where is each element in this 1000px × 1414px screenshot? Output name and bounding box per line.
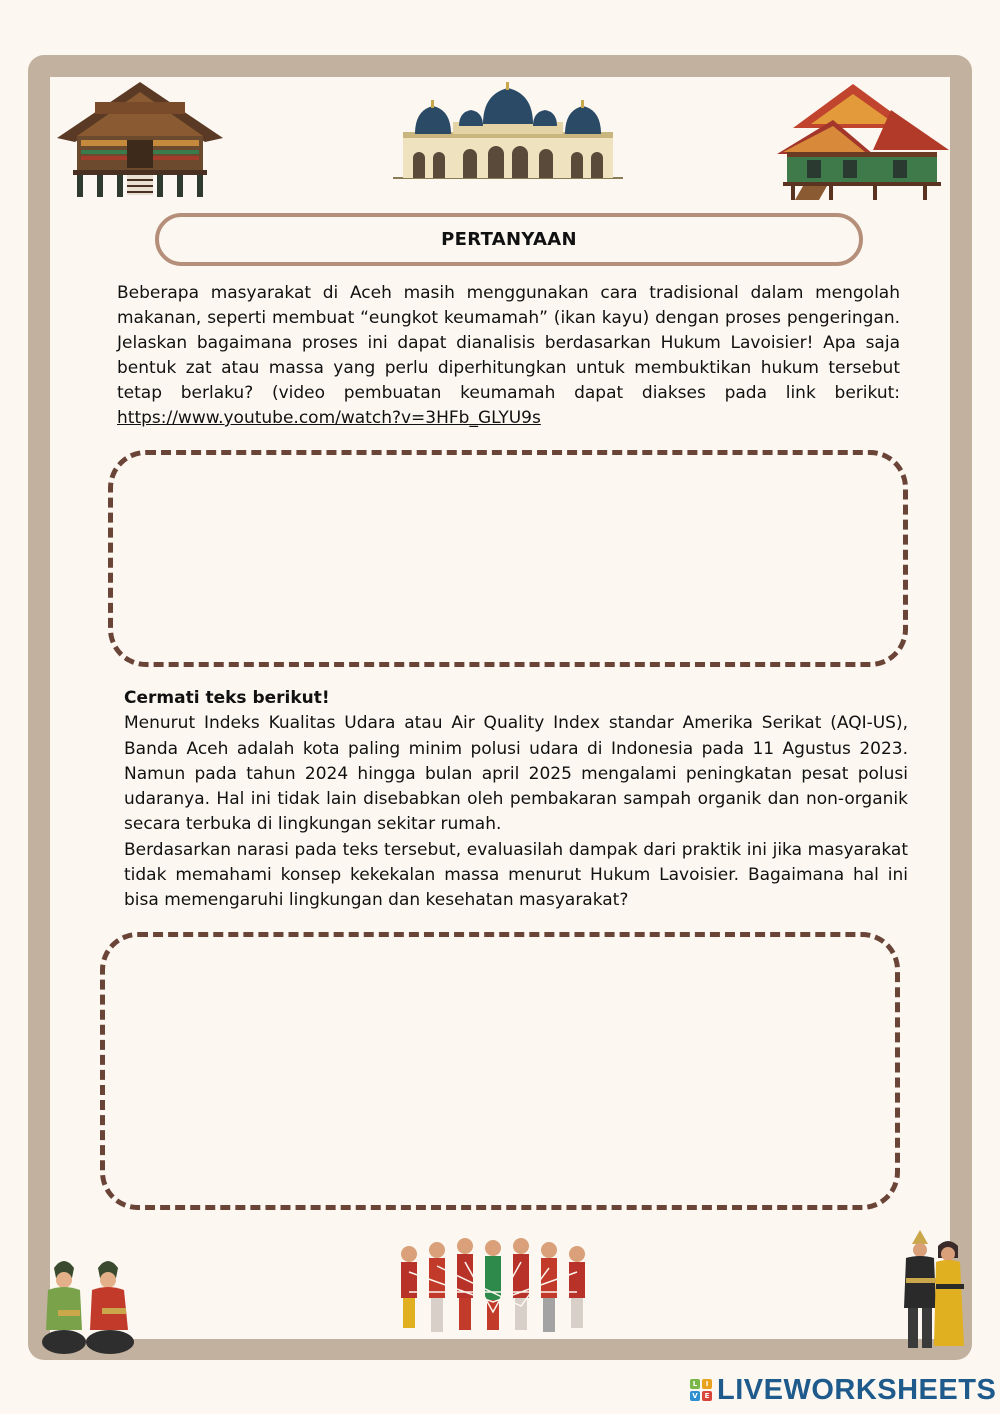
- answer-box-1[interactable]: [108, 450, 908, 667]
- traditional-couple-illustration: [898, 1228, 968, 1352]
- video-link[interactable]: https://www.youtube.com/watch?v=3HFb_GLYU9s: [117, 408, 541, 428]
- page-title: PERTANYAAN: [155, 213, 863, 266]
- dancers-group-illustration: [393, 1232, 595, 1342]
- liveworksheets-logo: [690, 1374, 996, 1406]
- answer-box-2[interactable]: [100, 932, 900, 1210]
- seated-dancers-illustration: [40, 1250, 142, 1360]
- question-2: [124, 686, 908, 914]
- rumoh-aceh-illustration: [55, 80, 225, 198]
- question-2-heading: Cermati teks berikut!: [124, 688, 330, 708]
- mosque-illustration: [393, 82, 623, 180]
- liveworksheets-logo-text: LIVEWORKSHEETS: [717, 1373, 997, 1406]
- question-1-text: [117, 281, 900, 431]
- question-1-body: Beberapa masyarakat di Aceh masih menggunakan cara tradisional dalam mengolah makanan, seperti membuat “eungkot keumamah” (ikan kayu) dengan proses pengeringan. Jelaskan bagaimana proses ini dapat dianalisis berdasarkan Hukum Lavoisier! Apa saja bentuk zat atau massa yang perlu diperhitungkan untuk membuktikan hukum tersebut tetap berlaku? (video pembuatan keumamah dapat diakses pada link berikut:: [117, 283, 900, 403]
- liveworksheets-logo-mark: L I V E: [690, 1379, 712, 1401]
- question-2-prompt: Berdasarkan narasi pada teks tersebut, evaluasilah dampak dari praktik ini jika masyarakat tidak memahami konsep kekekalan massa menurut Hukum Lavoisier. Bagaimana hal ini bisa memengaruhi lingkungan dan kesehatan masyarakat?: [124, 839, 908, 911]
- traditional-house-illustration: [773, 80, 953, 202]
- question-2-passage: Menurut Indeks Kualitas Udara atau Air Quality Index standar Amerika Serikat (AQI-US), Banda Aceh adalah kota paling minim polusi udara di Indonesia pada 11 Agustus 2023. Namun pada tahun 2024 hingga bulan april 2025 mengalami peningkatan pesat polusi udaranya. Hal ini tidak lain disebabkan oleh pembakaran sampah organik dan non-organik secara terbuka di lingkungan sekitar rumah.: [124, 713, 908, 835]
